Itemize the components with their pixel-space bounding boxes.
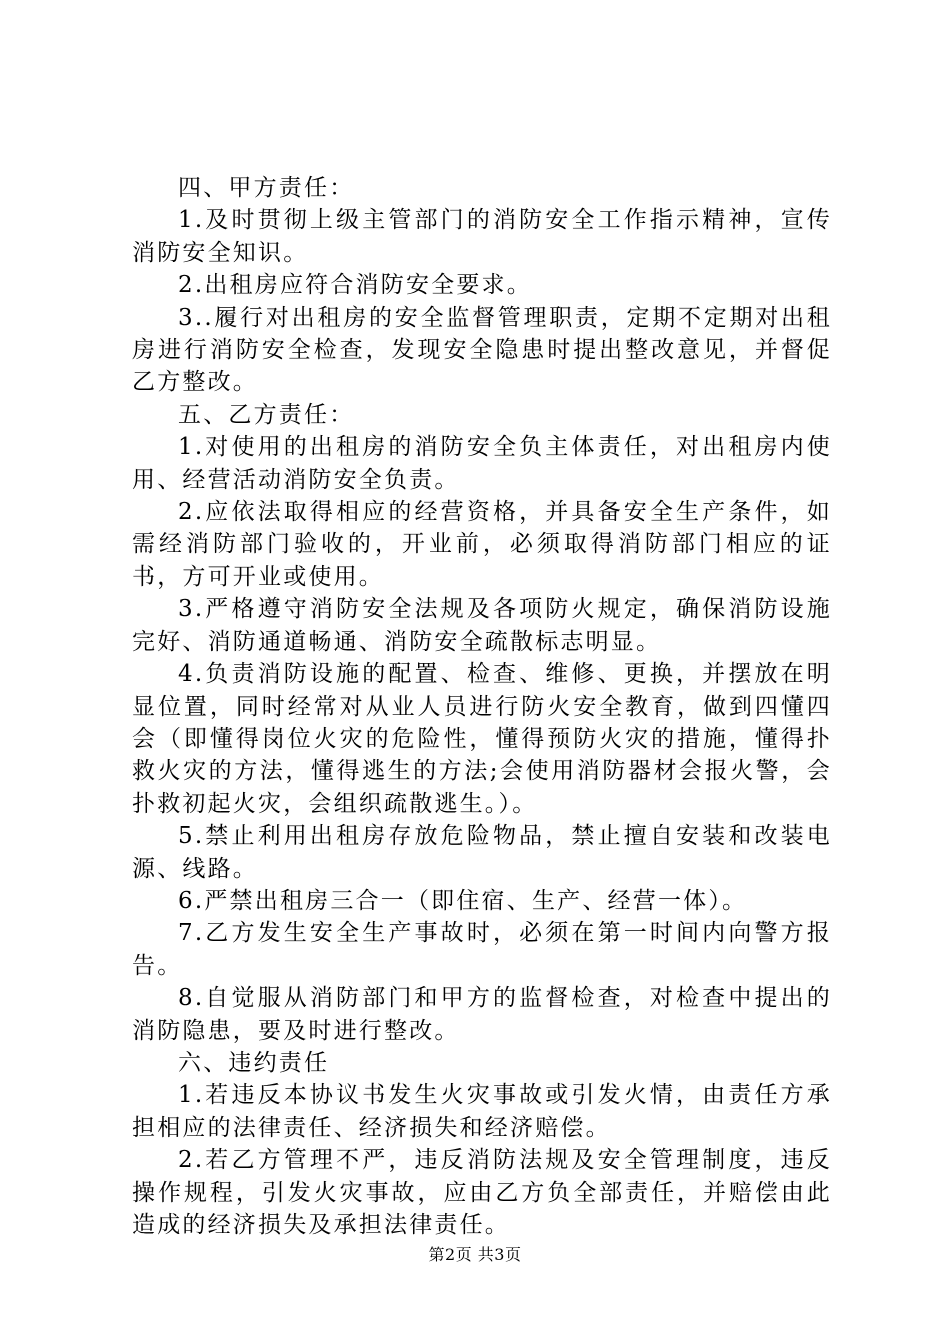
section-heading-4: 四、甲方责任： [178, 175, 355, 201]
paragraph: 3.严格遵守消防安全法规及各项防火规定，确保消防设施完好、消防通道畅通、消防安全疏散标志明显。 [132, 596, 832, 655]
paragraph: 2.出租房应符合消防安全要求。 [178, 272, 532, 299]
paragraph: 5.禁止利用出租房存放危险物品，禁止擅自安装和改装电源、线路。 [132, 823, 832, 882]
paragraph: 8.自觉服从消防部门和甲方的监督检查，对检查中提出的消防隐患，要及时进行整改。 [132, 985, 832, 1044]
section-heading-5: 五、乙方责任： [178, 401, 355, 428]
page-number-footer: 第2页 共3页 [428, 1245, 522, 1264]
paragraph: 6.严禁出租房三合一（即住宿、生产、经营一体）。 [178, 887, 748, 914]
paragraph: 1.及时贯彻上级主管部门的消防安全工作指示精神，宣传消防安全知识。 [132, 207, 832, 266]
paragraph: 4.负责消防设施的配置、检查、维修、更换，并摆放在明显位置，同时经常对从业人员进行防火安全教育，做到四懂四会（即懂得岗位火灾的危险性，懂得预防火灾的措施，懂得扑救火灾的方法，懂得逃生的方法;会使用消防器材会报火警，会扑救初起火灾，会组织疏散逃生。）。 [132, 661, 832, 817]
document-body [132, 172, 832, 1241]
paragraph: 1.若违反本协议书发生火灾事故或引发火情，由责任方承担相应的法律责任、经济损失和经济赔偿。 [132, 1082, 832, 1141]
paragraph: 1.对使用的出租房的消防安全负主体责任，对出租房内使用、经营活动消防安全负责。 [132, 434, 832, 493]
paragraph: 3..履行对出租房的安全监督管理职责，定期不定期对出租房进行消防安全检查，发现安全隐患时提出整改意见，并督促乙方整改。 [132, 304, 832, 396]
section-heading-6: 六、违约责任 [178, 1049, 330, 1076]
paragraph: 7.乙方发生安全生产事故时，必须在第一时间内向警方报告。 [132, 920, 832, 979]
paragraph: 2.应依法取得相应的经营资格，并具备安全生产条件，如需经消防部门验收的，开业前，必须取得消防部门相应的证书，方可开业或使用。 [132, 499, 832, 590]
paragraph: 2.若乙方管理不严，违反消防法规及安全管理制度，违反操作规程，引发火灾事故，应由乙方负全部责任，并赔偿由此造成的经济损失及承担法律责任。 [132, 1147, 832, 1238]
